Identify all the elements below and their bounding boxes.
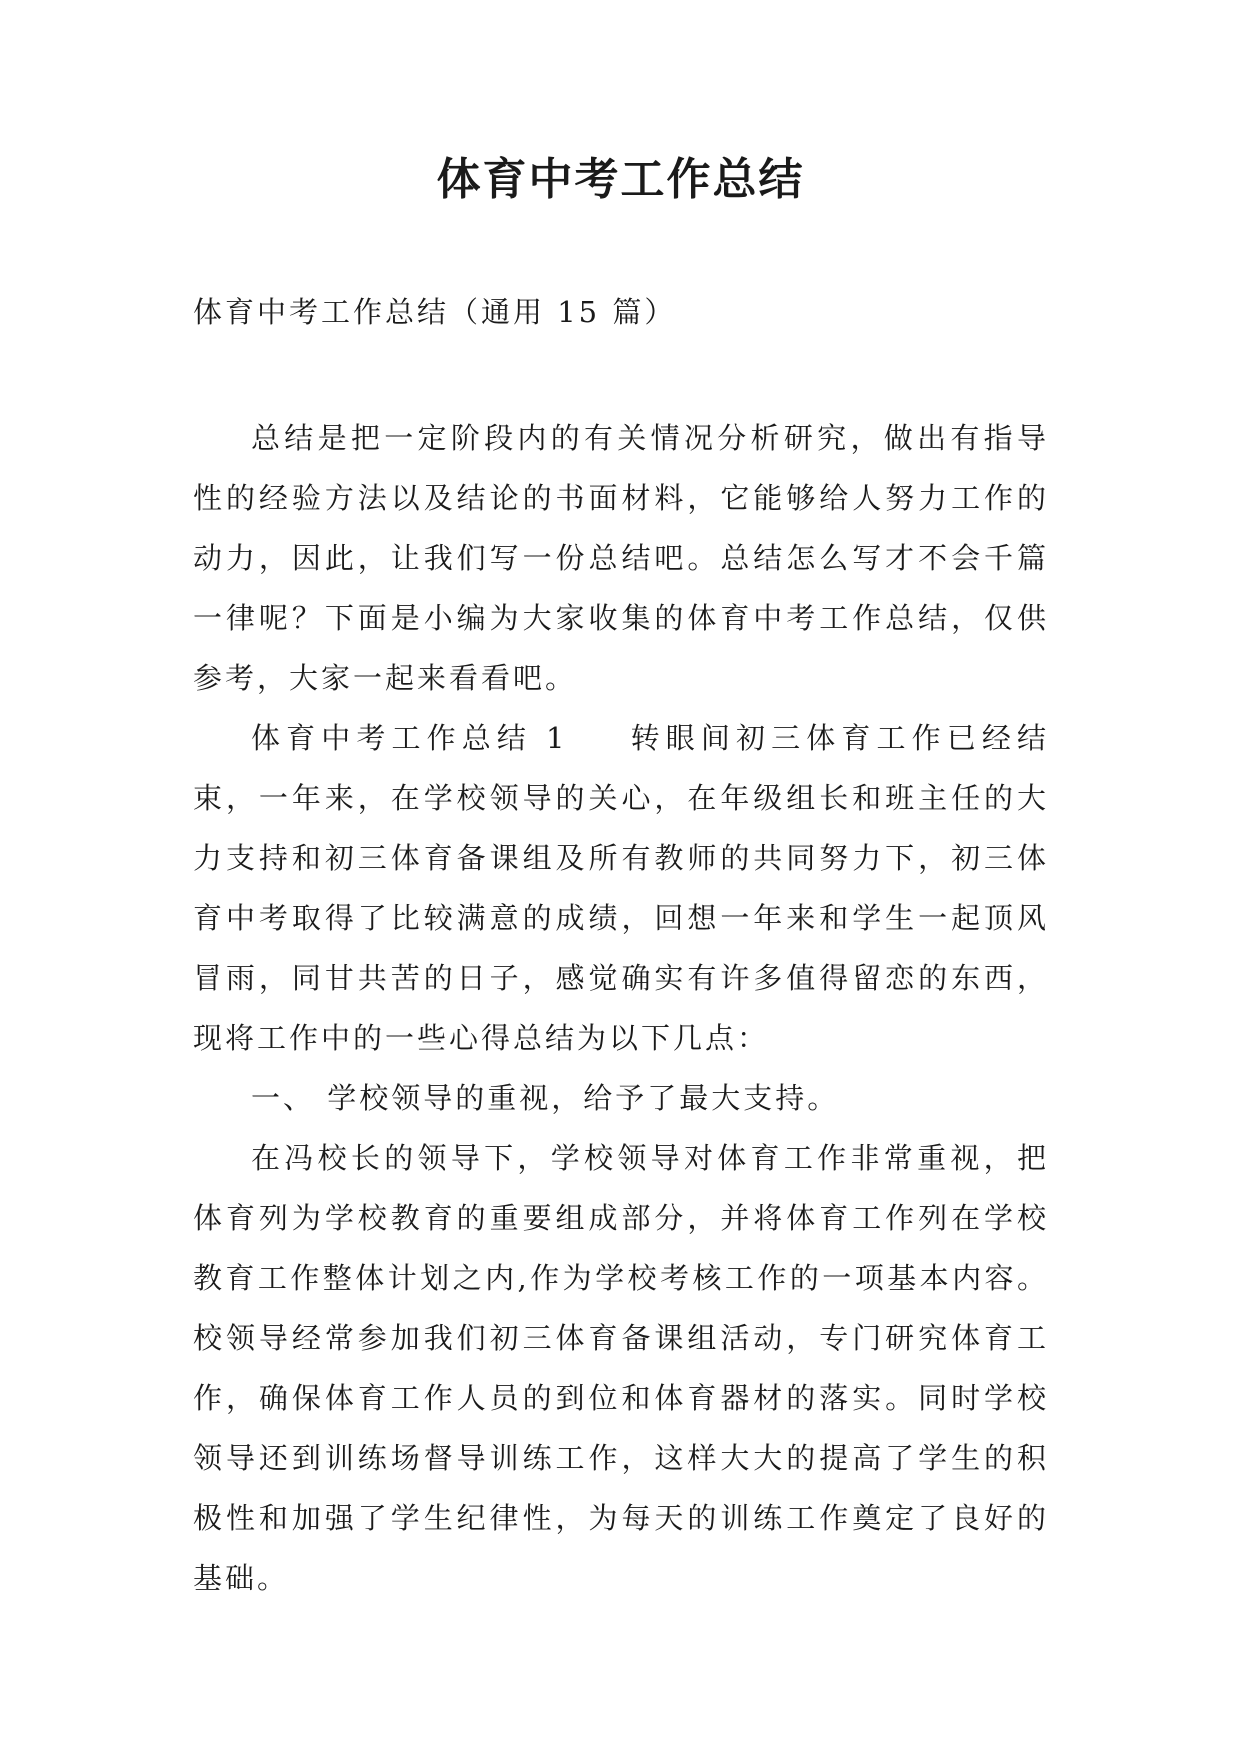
section-paragraph [193, 708, 1049, 1068]
point-one-body-paragraph: 在冯校长的领导下，学校领导对体育工作非常重视，把体育列为学校教育的重要组成部分，并将体育工作列在学校教育工作整体计划之内,作为学校考核工作的一项基本内容。校领导经常参加我们初三体育备课组活动，专门研究体育工作，确保体育工作人员的到位和体育器材的落实。同时学校领导还到训练场督导训练工作，这样大大的提高了学生的积极性和加强了学生纪律性，为每天的训练工作奠定了良好的基础。 [193, 1141, 1049, 1595]
point-one-number: 一、 [251, 1081, 316, 1115]
point-one-heading-paragraph [193, 1068, 1049, 1128]
document-subtitle: 体育中考工作总结（通用 15 篇） [193, 295, 677, 329]
point-one-heading: 学校领导的重视，给予了最大支持。 [327, 1081, 840, 1115]
section-heading: 体育中考工作总结 [251, 721, 533, 755]
section-number: 1 [546, 721, 568, 755]
intro-paragraph: 总结是把一定阶段内的有关情况分析研究，做出有指导性的经验方法以及结论的书面材料，它能够给人努力工作的动力，因此，让我们写一份总结吧。总结怎么写才不会千篇一律呢？下面是小编为大家收集的体育中考工作总结，仅供参考，大家一起来看看吧。 [193, 421, 1049, 695]
document-title: 体育中考工作总结 [436, 154, 805, 205]
document-body [193, 408, 1049, 1608]
section-text: 转眼间初三体育工作已经结束，一年来，在学校领导的关心，在年级组长和班主任的大力支持和初三体育备课组及所有教师的共同努力下，初三体育中考取得了比较满意的成绩，回想一年来和学生一起顶风冒雨，同甘共苦的日子，感觉确实有许多值得留恋的东西，现将工作中的一些心得总结为以下几点： [193, 721, 1049, 1055]
